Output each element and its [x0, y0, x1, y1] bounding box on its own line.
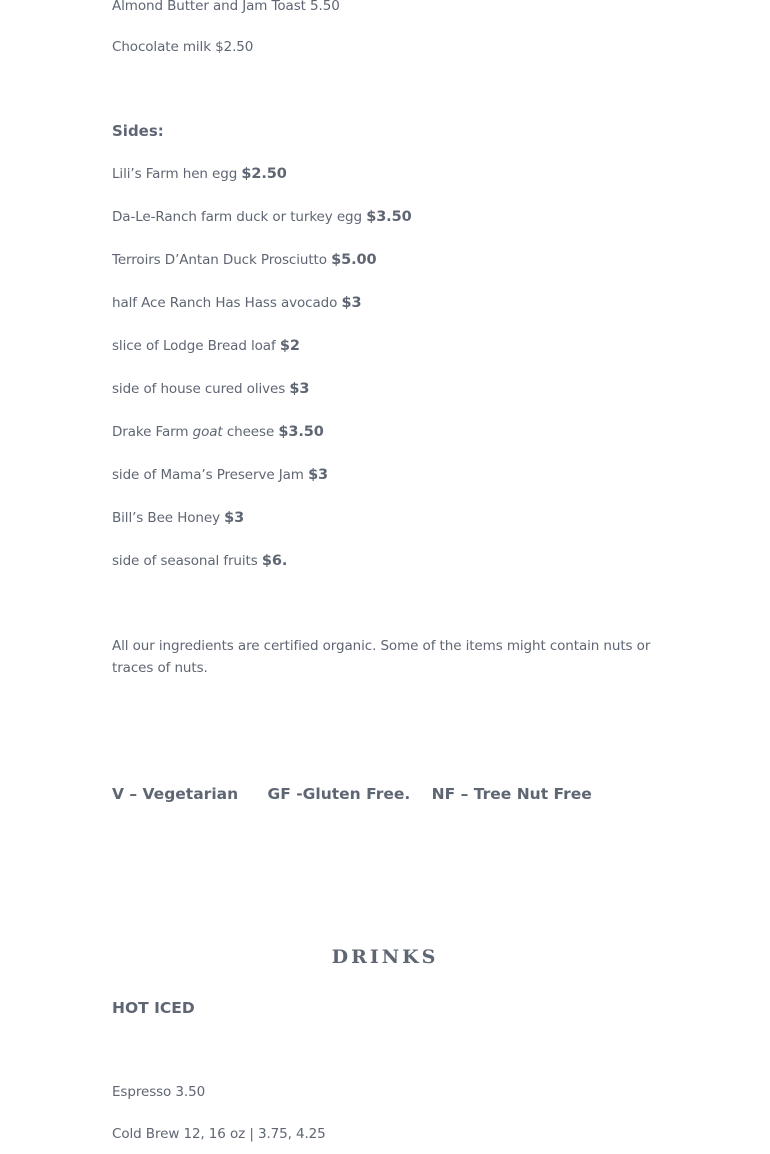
drinks-subhead: HOT ICED: [112, 999, 195, 1017]
drink-item: Espresso 3.50: [112, 1084, 206, 1100]
side-item-name: Da-Le-Ranch farm duck or turkey egg: [112, 209, 362, 225]
side-item-name: Terroirs D’Antan Duck Prosciutto: [112, 252, 327, 268]
side-item-price: $3.50: [278, 424, 324, 440]
side-item-price: $2.50: [241, 166, 287, 182]
side-item-price: $6.: [261, 553, 288, 569]
organic-note: All our ingredients are certified organic. Some of the items might contain nuts or traces of nuts.: [112, 638, 651, 676]
legend-vegetarian: V – Vegetarian: [112, 785, 239, 803]
side-item: [112, 293, 362, 313]
side-item-name: Bill’s Bee Honey: [112, 510, 220, 526]
side-item-name: Lili’s Farm hen egg: [112, 166, 238, 182]
side-item-price: $3: [224, 510, 245, 526]
side-item: [112, 508, 244, 528]
side-item-price: $3: [341, 295, 362, 311]
side-item-price: $2: [279, 338, 300, 354]
side-item: [112, 379, 309, 399]
side-item-name: slice of Lodge Bread loaf: [112, 338, 276, 354]
dietary-legend: [112, 783, 592, 805]
side-item: [112, 207, 412, 227]
side-item: [112, 551, 287, 571]
drink-item: Cold Brew 12, 16 oz | 3.75, 4.25: [112, 1126, 326, 1142]
side-item-name: Drake Farm: [112, 424, 189, 440]
side-item-price: $3.50: [366, 209, 412, 225]
sides-heading: Sides:: [112, 122, 164, 140]
side-item-price: $3: [308, 467, 329, 483]
side-item-name: side of Mama’s Preserve Jam: [112, 467, 304, 483]
side-item: [112, 250, 377, 270]
side-item-name: half Ace Ranch Has Hass avocado: [112, 295, 338, 311]
side-item: [112, 465, 328, 485]
side-item-name: side of house cured olives: [112, 381, 286, 397]
side-item-name: cheese: [226, 424, 275, 440]
side-item: [112, 422, 324, 442]
side-item: [112, 164, 287, 184]
side-item-price: $3: [289, 381, 310, 397]
side-item-name: side of seasonal fruits: [112, 553, 258, 569]
legend-gluten-free: GF -Gluten Free.: [267, 785, 411, 803]
drinks-title: DRINKS: [331, 946, 439, 968]
menu-item: Almond Butter and Jam Toast 5.50: [112, 0, 340, 14]
legend-nut-free: NF – Tree Nut Free: [431, 785, 592, 803]
menu-item: Chocolate milk $2.50: [112, 39, 254, 55]
side-item-name-emphasis: goat: [192, 424, 223, 440]
side-item: [112, 336, 300, 356]
side-item-price: $5.00: [331, 252, 377, 268]
